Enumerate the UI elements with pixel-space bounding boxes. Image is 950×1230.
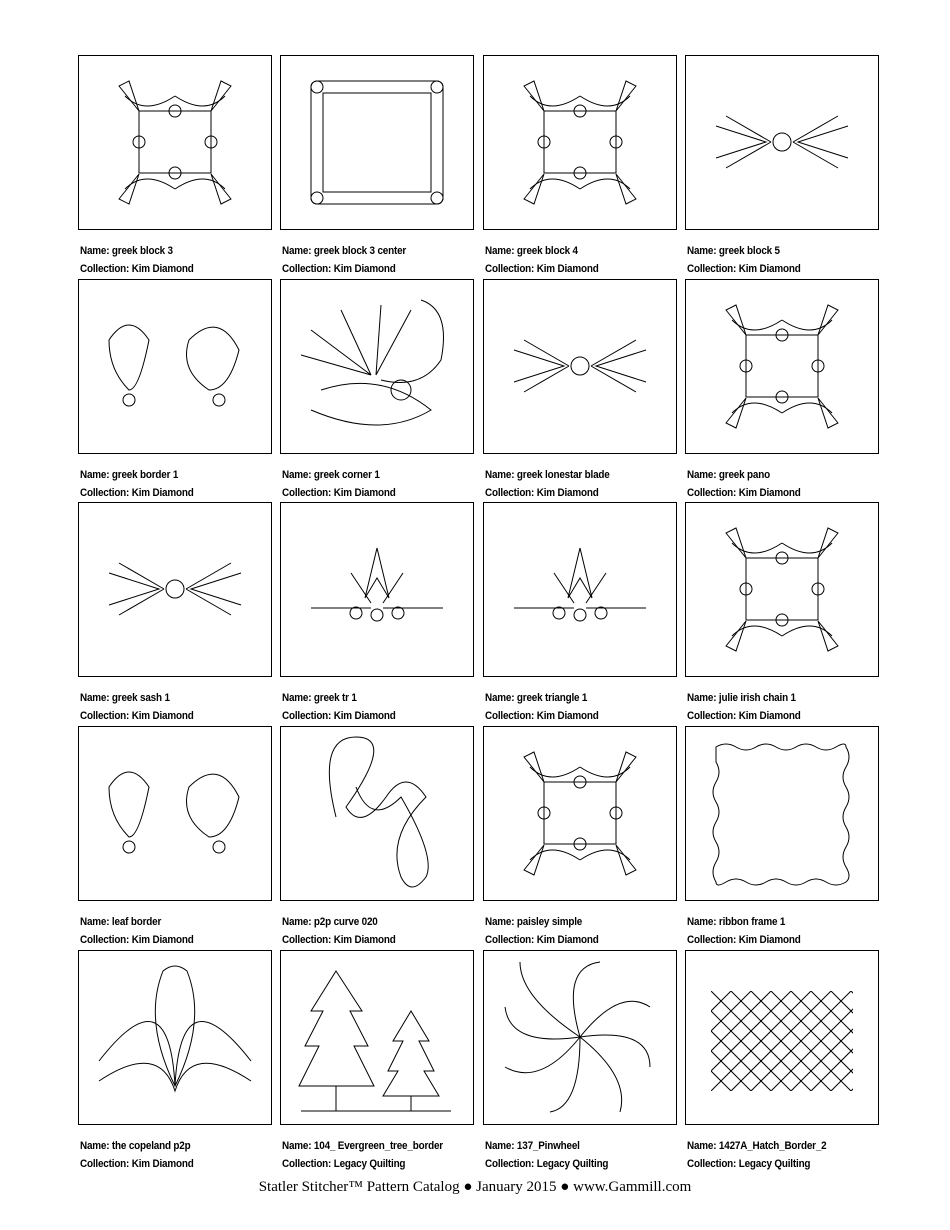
pattern-name-value: greek corner 1 [313, 469, 380, 481]
pattern-card [685, 502, 881, 722]
block-pattern-image [686, 503, 878, 676]
name-label: Name: [485, 1140, 515, 1152]
pattern-thumbnail [483, 55, 677, 230]
pattern-card [685, 279, 881, 499]
block-pattern-image [686, 280, 878, 453]
hatch-pattern-image [686, 951, 878, 1124]
pattern-collection: Collection: Kim Diamond [80, 934, 194, 946]
triangle-pattern-image [281, 503, 473, 676]
pattern-card [483, 950, 679, 1170]
name-label: Name: [80, 692, 110, 704]
name-label: Name: [80, 916, 110, 928]
pattern-collection: Collection: Kim Diamond [282, 934, 396, 946]
leaves-pattern-image [79, 280, 271, 453]
pinwheel-pattern-image [484, 951, 676, 1124]
pattern-name [80, 692, 170, 704]
pattern-thumbnail [78, 279, 272, 454]
pattern-name-value: greek block 3 center [313, 245, 407, 257]
pattern-collection: Collection: Kim Diamond [485, 934, 599, 946]
pattern-name [80, 1140, 190, 1152]
corner-pattern-image [281, 280, 473, 453]
pattern-thumbnail [78, 950, 272, 1125]
pattern-collection: Collection: Kim Diamond [80, 263, 194, 275]
pattern-thumbnail [685, 55, 879, 230]
pattern-card [483, 726, 679, 946]
pattern-thumbnail [685, 950, 879, 1125]
name-label: Name: [687, 916, 717, 928]
name-label: Name: [282, 1140, 312, 1152]
triangle-pattern-image [484, 503, 676, 676]
pattern-name [687, 245, 780, 257]
pattern-collection: Collection: Kim Diamond [687, 487, 801, 499]
pattern-card [78, 502, 274, 722]
pattern-card [483, 502, 679, 722]
pattern-name-value: greek lonestar blade [516, 469, 610, 481]
pattern-thumbnail [280, 726, 474, 901]
pattern-collection: Collection: Kim Diamond [687, 710, 801, 722]
pattern-thumbnail [280, 279, 474, 454]
copeland-pattern-image [79, 951, 271, 1124]
pattern-thumbnail [280, 55, 474, 230]
pattern-collection: Collection: Kim Diamond [80, 710, 194, 722]
pattern-name-value: greek pano [718, 469, 770, 481]
pattern-card [78, 950, 274, 1170]
name-label: Name: [485, 916, 515, 928]
frame-swirl-pattern-image [281, 56, 473, 229]
pattern-collection: Collection: Kim Diamond [687, 934, 801, 946]
pattern-name [687, 692, 796, 704]
pattern-name-value: greek block 3 [111, 245, 173, 257]
pattern-name-value: 137_Pinwheel [516, 1140, 580, 1152]
pattern-name-value: greek border 1 [111, 469, 179, 481]
frame-pattern-image [686, 727, 878, 900]
pattern-name [687, 916, 785, 928]
pattern-collection: Collection: Kim Diamond [485, 487, 599, 499]
page-footer: Statler Stitcher™ Pattern Catalog ● January 2015 ● www.Gammill.com [258, 1179, 692, 1195]
sash-pattern-image [484, 280, 676, 453]
pattern-thumbnail [483, 726, 677, 901]
pattern-name-value: the copeland p2p [111, 1140, 191, 1152]
pattern-name-value: p2p curve 020 [313, 916, 378, 928]
pattern-thumbnail [685, 502, 879, 677]
pattern-name [485, 692, 587, 704]
pattern-name-value: paisley simple [516, 916, 583, 928]
name-label: Name: [485, 245, 515, 257]
pattern-name-value: greek tr 1 [313, 692, 357, 704]
pattern-collection: Collection: Kim Diamond [282, 263, 396, 275]
sash-pattern-image [79, 503, 271, 676]
pattern-card [280, 950, 476, 1170]
pattern-collection: Collection: Kim Diamond [282, 710, 396, 722]
pattern-card [78, 726, 274, 946]
pattern-name [80, 469, 178, 481]
pattern-thumbnail [685, 279, 879, 454]
pattern-collection: Collection: Legacy Quilting [687, 1158, 811, 1170]
pattern-card [280, 502, 476, 722]
pattern-name-value: 1427A_Hatch_Border_2 [718, 1140, 827, 1152]
pattern-card [483, 55, 679, 275]
name-label: Name: [282, 469, 312, 481]
pattern-name-value: julie irish chain 1 [718, 692, 796, 704]
name-label: Name: [282, 245, 312, 257]
curve-pattern-image [281, 727, 473, 900]
name-label: Name: [485, 469, 515, 481]
pattern-name-value: greek sash 1 [111, 692, 170, 704]
leaves-pattern-image [79, 727, 271, 900]
pattern-name [485, 916, 582, 928]
pattern-name [282, 916, 378, 928]
pattern-name-value: ribbon frame 1 [718, 916, 786, 928]
pattern-name [687, 1140, 827, 1152]
pattern-name [282, 245, 406, 257]
pattern-name [80, 916, 161, 928]
pattern-card [78, 279, 274, 499]
name-label: Name: [687, 1140, 717, 1152]
pattern-card [685, 726, 881, 946]
pattern-collection: Collection: Kim Diamond [80, 487, 194, 499]
pattern-name [282, 469, 380, 481]
pattern-name-value: greek block 4 [516, 245, 578, 257]
pattern-thumbnail [483, 502, 677, 677]
name-label: Name: [687, 692, 717, 704]
name-label: Name: [80, 469, 110, 481]
trees-pattern-image [281, 951, 473, 1124]
pattern-card [685, 55, 881, 275]
pattern-thumbnail [685, 726, 879, 901]
pattern-name [282, 692, 357, 704]
pattern-card [685, 950, 881, 1170]
pattern-name [282, 1140, 443, 1152]
pattern-card [78, 55, 274, 275]
block-pattern-image [79, 56, 271, 229]
pattern-name [687, 469, 770, 481]
pattern-collection: Collection: Kim Diamond [485, 263, 599, 275]
name-label: Name: [282, 916, 312, 928]
pattern-thumbnail [78, 726, 272, 901]
name-label: Name: [80, 245, 110, 257]
pattern-name-value: greek triangle 1 [516, 692, 588, 704]
name-label: Name: [687, 245, 717, 257]
sash-pattern-image [686, 56, 878, 229]
pattern-name [485, 1140, 580, 1152]
pattern-name-value: greek block 5 [718, 245, 780, 257]
pattern-collection: Collection: Kim Diamond [282, 487, 396, 499]
name-label: Name: [687, 469, 717, 481]
pattern-card [280, 726, 476, 946]
pattern-name-value: 104_ Evergreen_tree_border [313, 1140, 443, 1152]
pattern-name [80, 245, 173, 257]
pattern-thumbnail [78, 55, 272, 230]
pattern-collection: Collection: Legacy Quilting [282, 1158, 406, 1170]
pattern-collection: Collection: Kim Diamond [80, 1158, 194, 1170]
pattern-card [280, 55, 476, 275]
pattern-thumbnail [78, 502, 272, 677]
pattern-thumbnail [280, 502, 474, 677]
pattern-collection: Collection: Kim Diamond [485, 710, 599, 722]
pattern-thumbnail [483, 279, 677, 454]
pattern-name [485, 245, 578, 257]
pattern-thumbnail [280, 950, 474, 1125]
block-pattern-image [484, 727, 676, 900]
pattern-collection: Collection: Kim Diamond [687, 263, 801, 275]
pattern-thumbnail [483, 950, 677, 1125]
pattern-collection: Collection: Legacy Quilting [485, 1158, 609, 1170]
block-pattern-image [484, 56, 676, 229]
pattern-card [280, 279, 476, 499]
pattern-card [483, 279, 679, 499]
name-label: Name: [80, 1140, 110, 1152]
pattern-name-value: leaf border [111, 916, 162, 928]
name-label: Name: [485, 692, 515, 704]
pattern-name [485, 469, 610, 481]
name-label: Name: [282, 692, 312, 704]
